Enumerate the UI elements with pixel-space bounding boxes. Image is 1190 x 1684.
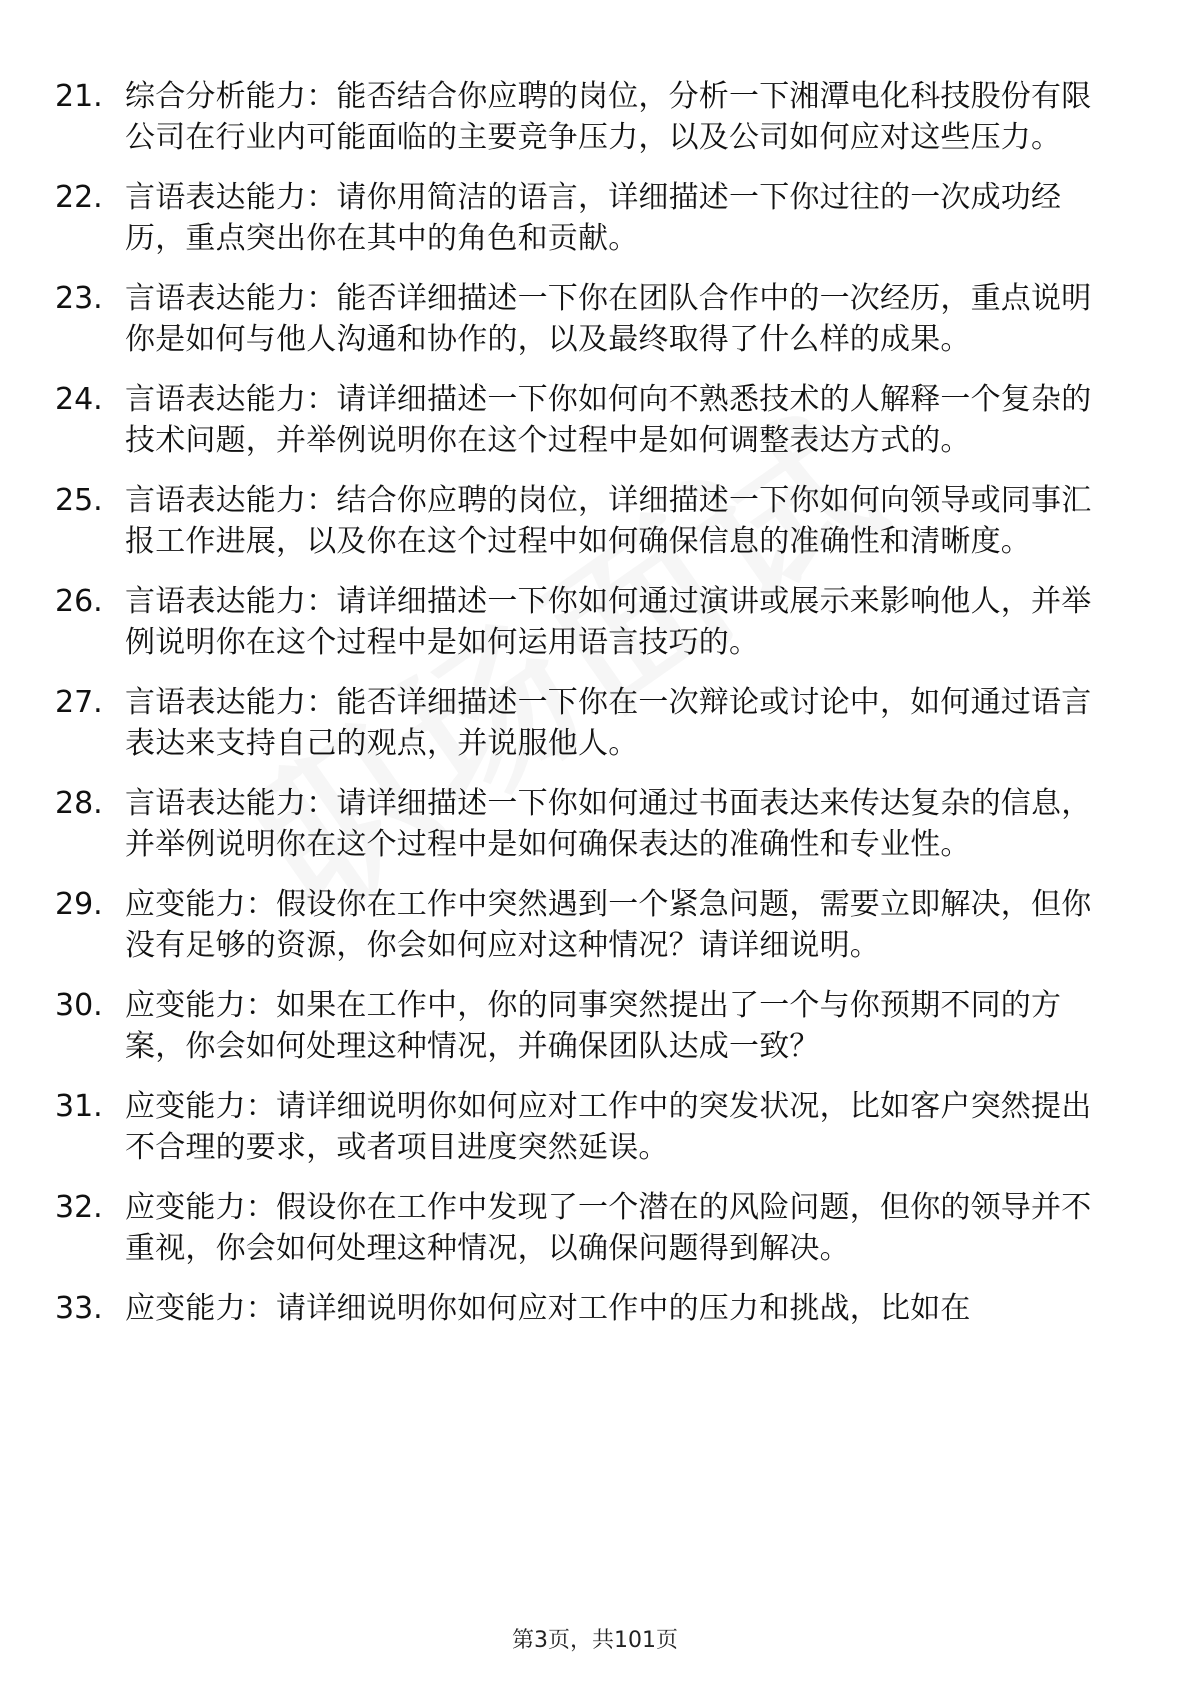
question-item <box>55 278 1115 360</box>
question-text: 应变能力：假设你在工作中突然遇到一个紧急问题，需要立即解决，但你没有足够的资源，你会如何应对这种情况？请详细说明。 <box>125 887 1092 963</box>
question-item <box>55 76 1115 158</box>
question-text: 言语表达能力：请详细描述一下你如何向不熟悉技术的人解释一个复杂的技术问题，并举例说明你在这个过程中是如何调整表达方式的。 <box>125 382 1092 458</box>
question-number: 27. <box>55 685 103 720</box>
question-text: 言语表达能力：请详细描述一下你如何通过演讲或展示来影响他人，并举例说明你在这个过程中是如何运用语言技巧的。 <box>125 584 1092 660</box>
question-number: 26. <box>55 584 103 619</box>
question-number: 30. <box>55 988 103 1023</box>
question-text: 综合分析能力：能否结合你应聘的岗位，分析一下湘潭电化科技股份有限公司在行业内可能面临的主要竞争压力，以及公司如何应对这些压力。 <box>125 79 1092 155</box>
question-text: 言语表达能力：能否详细描述一下你在一次辩论或讨论中，如何通过语言表达来支持自己的观点，并说服他人。 <box>125 685 1092 761</box>
question-item <box>55 379 1115 461</box>
question-number: 32. <box>55 1190 103 1225</box>
question-item <box>55 480 1115 562</box>
question-item <box>55 783 1115 865</box>
question-item <box>55 581 1115 663</box>
question-text: 应变能力：请详细说明你如何应对工作中的压力和挑战，比如在 <box>125 1291 971 1326</box>
question-text: 应变能力：请详细说明你如何应对工作中的突发状况，比如客户突然提出不合理的要求，或者项目进度突然延误。 <box>125 1089 1092 1165</box>
question-item <box>55 1288 1115 1329</box>
question-item <box>55 1086 1115 1168</box>
question-item <box>55 884 1115 966</box>
question-number: 31. <box>55 1089 103 1124</box>
question-number: 22. <box>55 180 103 215</box>
question-item <box>55 177 1115 259</box>
question-item <box>55 985 1115 1067</box>
question-number: 21. <box>55 79 103 114</box>
question-number: 28. <box>55 786 103 821</box>
question-text: 言语表达能力：结合你应聘的岗位，详细描述一下你如何向领导或同事汇报工作进展，以及你在这个过程中如何确保信息的准确性和清晰度。 <box>125 483 1092 559</box>
question-number: 29. <box>55 887 103 922</box>
question-text: 言语表达能力：请你用简洁的语言，详细描述一下你过往的一次成功经历，重点突出你在其中的角色和贡献。 <box>125 180 1062 256</box>
question-item <box>55 682 1115 764</box>
question-text: 应变能力：假设你在工作中发现了一个潜在的风险问题，但你的领导并不重视，你会如何处理这种情况，以确保问题得到解决。 <box>125 1190 1092 1266</box>
question-list <box>55 76 1115 1348</box>
question-number: 25. <box>55 483 103 518</box>
question-number: 33. <box>55 1291 103 1326</box>
question-text: 言语表达能力：能否详细描述一下你在团队合作中的一次经历，重点说明你是如何与他人沟通和协作的，以及最终取得了什么样的成果。 <box>125 281 1092 357</box>
question-number: 24. <box>55 382 103 417</box>
question-number: 23. <box>55 281 103 316</box>
question-text: 应变能力：如果在工作中，你的同事突然提出了一个与你预期不同的方案，你会如何处理这种情况，并确保团队达成一致？ <box>125 988 1062 1064</box>
question-item <box>55 1187 1115 1269</box>
question-text: 言语表达能力：请详细描述一下你如何通过书面表达来传达复杂的信息，并举例说明你在这个过程中是如何确保表达的准确性和专业性。 <box>125 786 1092 862</box>
page-footer: 第3页，共101页 <box>512 1628 678 1653</box>
